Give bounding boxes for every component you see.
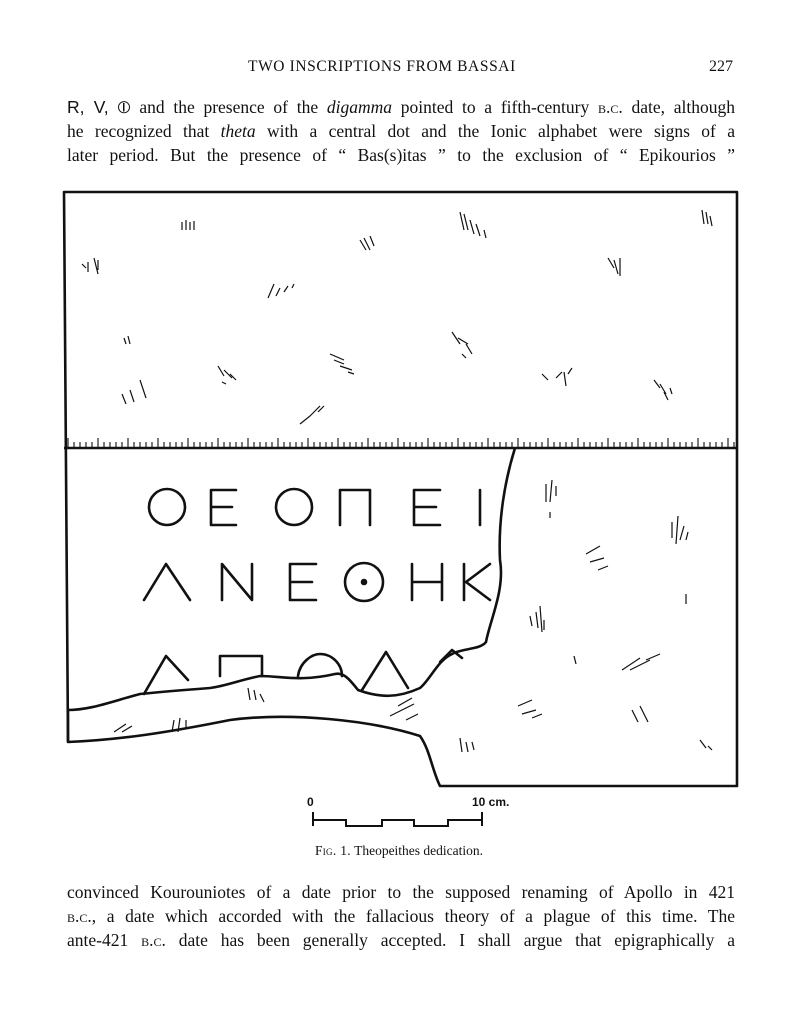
letter-epsilon (211, 490, 236, 525)
text-run: date, although (622, 97, 736, 117)
text-run: date has been generally accepted. I shall argue that epigraphically a (165, 930, 735, 950)
text-run: with a central dot and the Ionic alphabet were signs of a (255, 121, 735, 141)
paragraph-bottom (67, 880, 735, 952)
text-run: he recognized that (67, 121, 221, 141)
text-run: and the presence of the (130, 97, 327, 117)
page-number: 227 (709, 58, 733, 75)
letter-theta (149, 489, 185, 525)
text-run: , a date which accorded with the fallacious theory of a plague of this time. The (91, 906, 735, 926)
theta-dot (362, 580, 366, 584)
letter-lambda (362, 652, 408, 690)
text-run: convinced Kourouniotes of a date prior to the supposed renaming of Apollo in 421 (67, 882, 735, 902)
paragraph-top (67, 95, 735, 167)
letter-alpha (144, 656, 188, 694)
scale-end-label: 10 cm. (472, 795, 510, 809)
era-abbrev: b.c. (141, 930, 166, 950)
figure-caption-text: Theopeithes dedication. (354, 843, 484, 858)
figure-1 (0, 180, 798, 870)
letter-epsilon (290, 564, 316, 600)
letter-omicron (276, 489, 312, 525)
scale-bar-ruler (313, 812, 482, 826)
letter-pi (220, 656, 262, 676)
letter-eta (412, 564, 442, 600)
letter-nu (222, 564, 252, 600)
scale-start-label: 0 (307, 795, 314, 809)
paragraph-bottom-line-1 (67, 880, 735, 904)
italic-term: theta (220, 121, 256, 141)
letter-epsilon (414, 490, 440, 525)
letter-alpha (144, 564, 190, 600)
scale-bar (307, 795, 509, 826)
figure-label: Fig. 1. (314, 843, 351, 858)
text-run: later period. But the presence of “ Bas(s)itas ” to the exclusion of “ Epikourios ” (67, 145, 735, 165)
italic-term: digamma (326, 97, 392, 117)
figure-caption (0, 843, 798, 859)
paragraph-bottom-line-3 (67, 928, 735, 952)
era-abbrev: b.c. (598, 97, 623, 117)
divider-ticks (68, 438, 734, 448)
era-abbrev: b.c. (67, 906, 92, 926)
text-run: ante-421 (67, 930, 142, 950)
letter-kappa (464, 564, 490, 600)
running-head (0, 58, 798, 82)
inscription-drawing (0, 180, 798, 870)
paragraph-bottom-line-2 (67, 904, 735, 928)
letter-pi (340, 490, 370, 525)
letter-forms: R, V, ⦶ (67, 97, 131, 117)
running-title: TWO INSCRIPTIONS FROM BASSAI (248, 58, 516, 75)
inscription-line-1 (149, 489, 480, 525)
paragraph-top-line-3 (67, 143, 735, 167)
text-run: pointed to a fifth-century (391, 97, 598, 117)
paragraph-top-line-2 (67, 119, 735, 143)
inscription-line-3 (144, 650, 462, 694)
paragraph-top-line-1 (67, 95, 735, 119)
inscription-line-2 (144, 563, 490, 601)
